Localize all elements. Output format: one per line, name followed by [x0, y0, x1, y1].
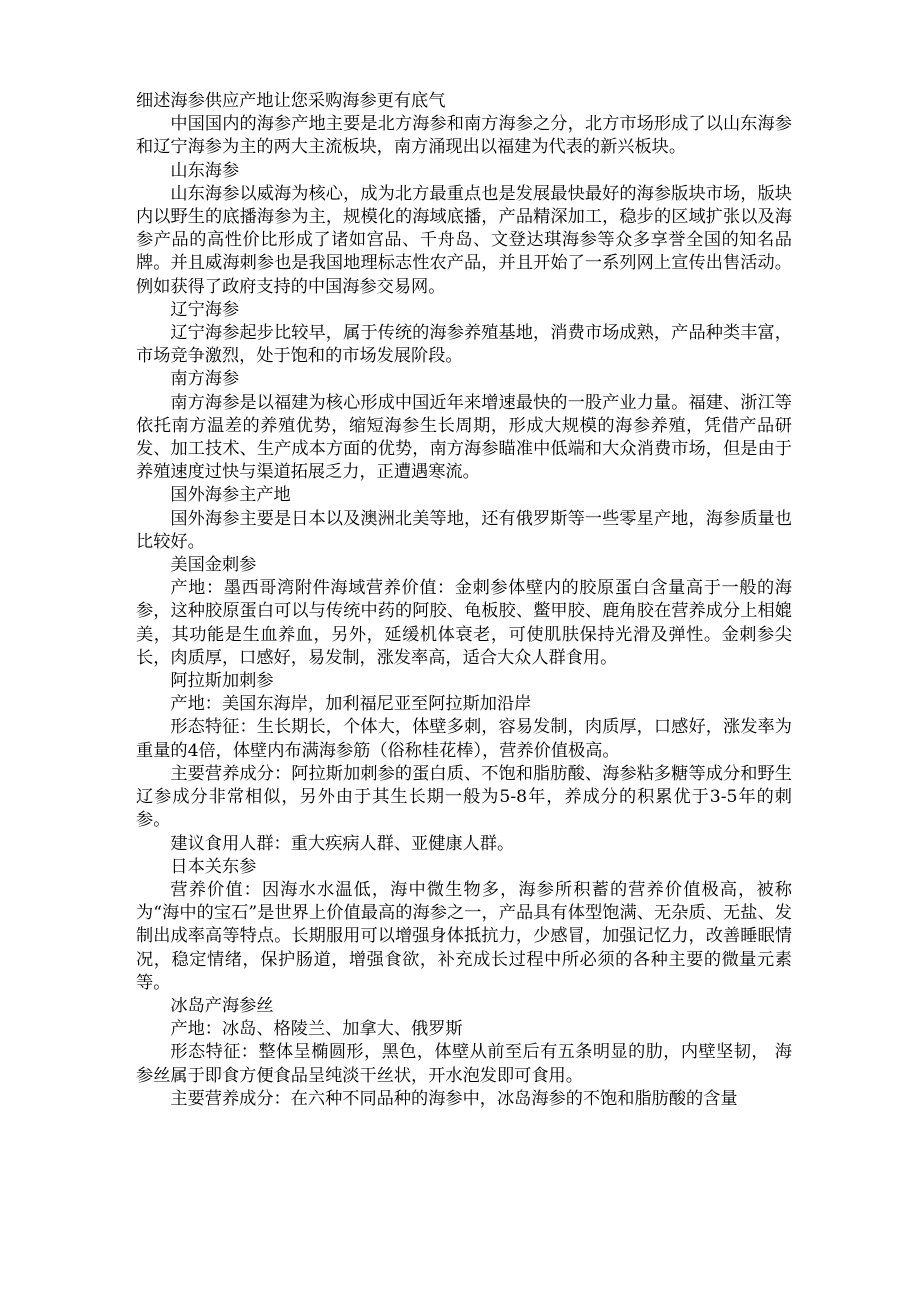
heading-liaoning: 辽宁海参 [170, 299, 240, 320]
heading-south: 南方海参 [170, 369, 240, 390]
heading-foreign: 国外海参主产地 [170, 485, 291, 506]
paragraph-alaska-features: 形态特征：生长期长，个体大，体壁多刺，容易发制，肉质厚，口感好，涨发率为重量的4倍，体壁内布满海参筋（俗称桂花棒），营养价值极高。 [136, 717, 792, 761]
paragraph-iceland-features: 形态特征：整体呈椭圆形，黑色，体壁从前至后有五条明显的肋，内壁坚韧， 海参丝属于即食方便食品呈纯淡干丝状，开水泡发即可食用。 [136, 1042, 792, 1086]
paragraph-alaska-nutrition: 主要营养成分：阿拉斯加刺参的蛋白质、不饱和脂肪酸、海参粘多糖等成分和野生辽参成分非常相似，另外由于其生长期一般为5-8年，养成分的积累优于3-5年的刺参。 [136, 763, 792, 831]
paragraph-japan-kanto: 营养价值：因海水水温低，海中微生物多，海参所积蓄的营养价值极高，被称为“海中的宝石”是世界上价值最高的海参之一，产品具有体型饱满、无杂质、无盐、发制出成率高等特点。长期服用可以增强身体抵抗力，少感冒，加强记忆力，改善睡眠情况，稳定情绪，保护肠道，增强食欲，补充成长过程中所必须的各种主要的微量元素等。 [136, 879, 792, 993]
paragraph-alaska-origin: 产地：美国东海岸，加利福尼亚至阿拉斯加沿岸 [170, 694, 532, 715]
document-page [136, 90, 792, 1111]
paragraph-iceland-nutrition: 主要营养成分：在六种不同品种的海参中，冰岛海参的不饱和脂肪酸的含量 [170, 1088, 738, 1109]
document-title: 细述海参供应产地让您采购海参更有底气 [136, 91, 446, 111]
paragraph-south: 南方海参是以福建为核心形成中国近年来增速最快的一股产业力量。福建、浙江等依托南方温差的养殖优势，缩短海参生长周期，形成大规模的海参养殖，凭借产品研发、加工技术、生产成本方面的优势，南方海参瞄准中低端和大众消费市场，但是由于养殖速度过快与渠道拓展乏力，正遭遇寒流。 [136, 392, 792, 483]
paragraph-us-golden: 产地：墨西哥湾附件海域营养价值：金刺参体壁内的胶原蛋白含量高于一般的海参，这种胶原蛋白可以与传统中药的阿胶、龟板胶、鳖甲胶、鹿角胶在营养成分上相媲美，其功能是生血养血，另外，延缓机体衰老，可使肌肤保持光滑及弹性。金刺参尖长，肉质厚，口感好，易发制，涨发率高，适合大众人群食用。 [136, 578, 792, 668]
paragraph-iceland-origin: 产地：冰岛、格陵兰、加拿大、俄罗斯 [170, 1019, 463, 1040]
heading-iceland: 冰岛产海参丝 [170, 995, 274, 1016]
paragraph-liaoning: 辽宁海参起步比较早，属于传统的海参养殖基地，消费市场成熟，产品种类丰富，市场竞争激烈，处于饱和的市场发展阶段。 [136, 323, 792, 367]
paragraph-shandong: 山东海参以威海为核心，成为北方最重点也是发展最快最好的海参版块市场，版块内以野生的底播海参为主，规模化的海域底播，产品精深加工，稳步的区域扩张以及海参产品的高性价比形成了诸如宫品、千舟岛、文登达琪海参等众多享誉全国的知名品牌。并且威海刺参也是我国地理标志性农产品，并且开始了一系列网上宣传出售活动。例如获得了政府支持的中国海参交易网。 [136, 183, 792, 297]
heading-alaska: 阿拉斯加刺参 [170, 671, 274, 692]
paragraph-foreign: 国外海参主要是日本以及澳洲北美等地，还有俄罗斯等一些零星产地，海参质量也比较好。 [136, 508, 792, 552]
paragraph-alaska-audience: 建议食用人群：重大疾病人群、亚健康人群。 [170, 833, 515, 854]
heading-us-golden: 美国金刺参 [170, 555, 257, 576]
heading-japan-kanto: 日本关东参 [170, 856, 257, 877]
heading-shandong: 山东海参 [170, 160, 240, 181]
paragraph-intro: 中国国内的海参产地主要是北方海参和南方海参之分，北方市场形成了以山东海参和辽宁海参为主的两大主流板块，南方涌现出以福建为代表的新兴板块。 [136, 114, 792, 158]
